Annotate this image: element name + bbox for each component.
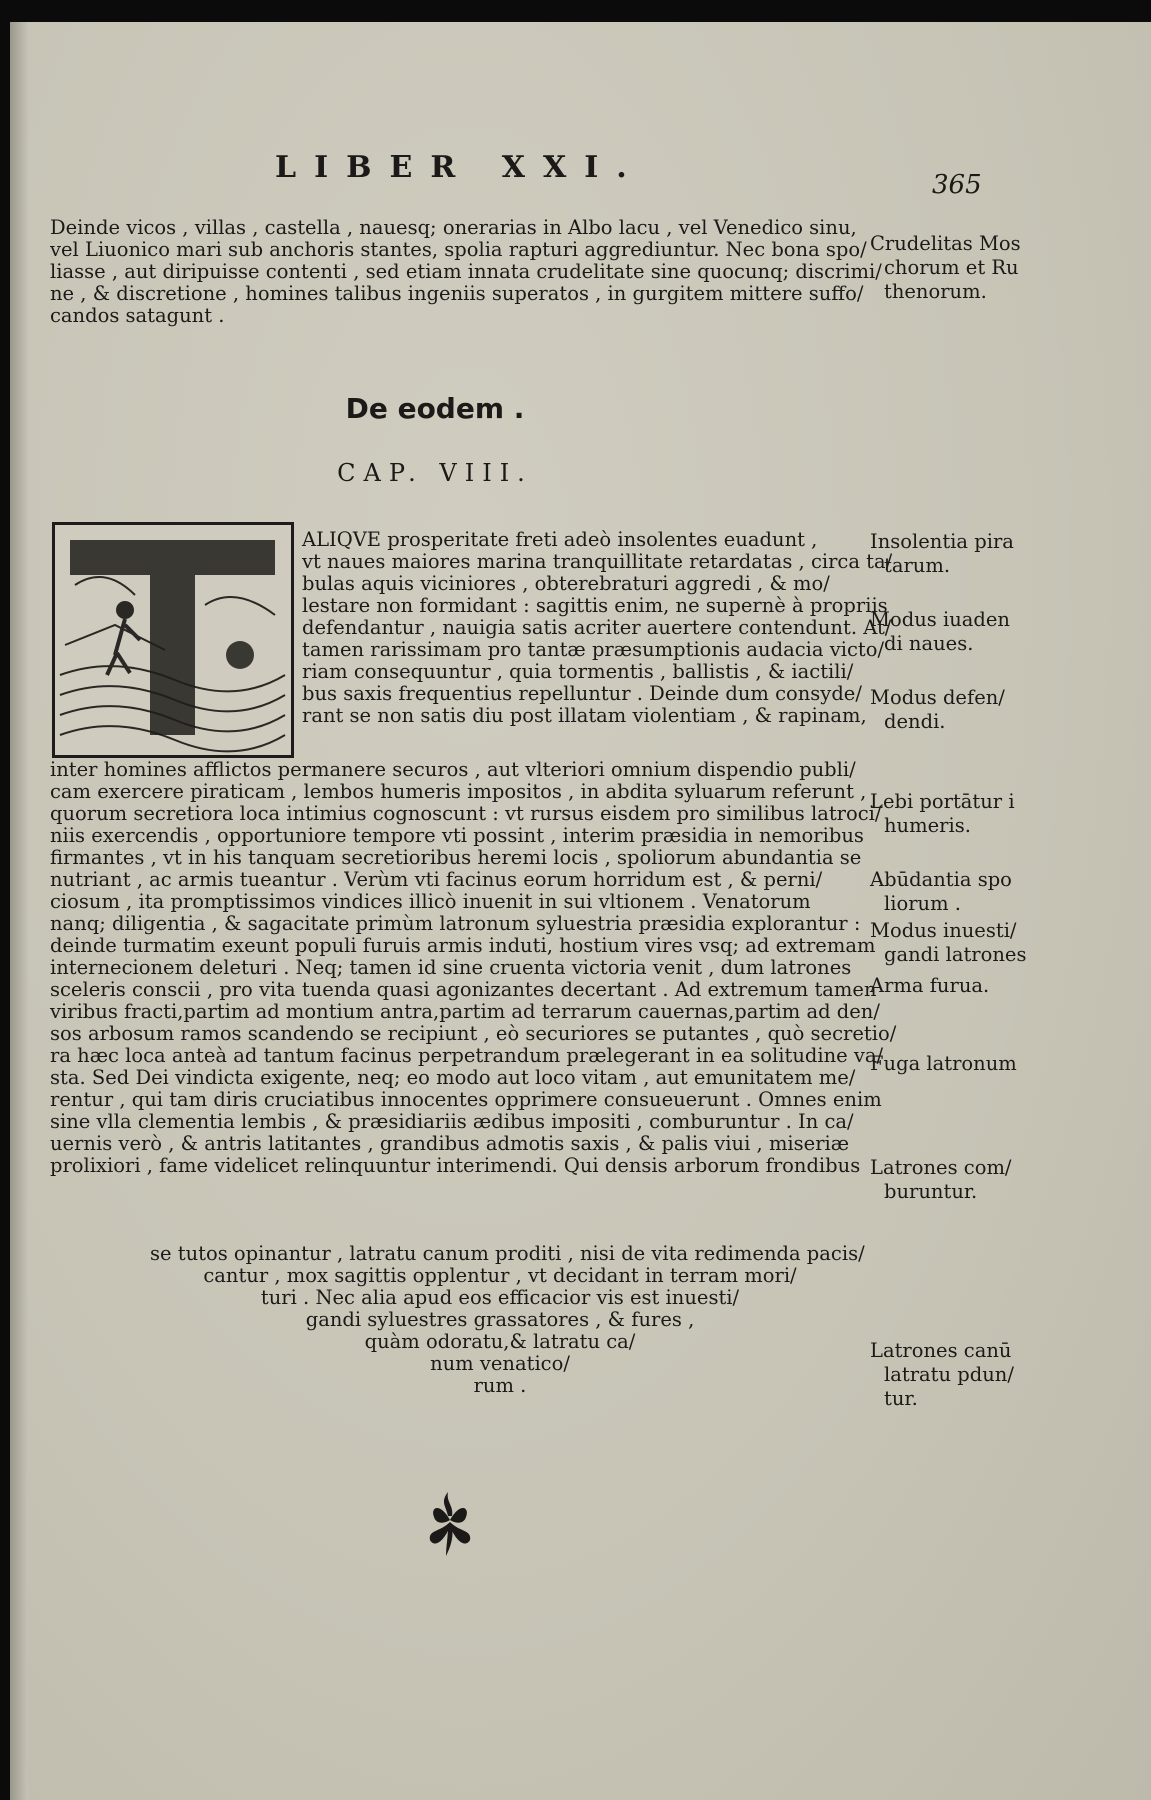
- note-line: humeris.: [884, 814, 971, 837]
- note-line: liorum .: [884, 892, 961, 915]
- note-line: Abūdantia spo: [870, 868, 1012, 891]
- text-line: sos arbosum ramos scandendo se recipiunt , eò securiores se putantes , quò secretio/: [50, 1022, 897, 1045]
- text-line: vt naues maiores marina tranquillitate retardatas , circa ta/: [302, 550, 893, 573]
- book-page: [10, 22, 1151, 1800]
- text-line: bus saxis frequentius repelluntur . Deinde dum consyde/: [302, 682, 862, 705]
- page-number: 365: [932, 170, 982, 200]
- text-line: se tutos opinantur , latratu canum proditi , nisi de vita redimenda pacis/: [150, 1242, 865, 1265]
- tapered-ending: [150, 1241, 865, 1397]
- text-line: niis exercendis , opportuniore tempore vti possint , interim præsidia in nemoribus: [50, 824, 864, 847]
- fleuron-ornament: [410, 1482, 490, 1562]
- text-line: Deinde vicos , villas , castella , nauesq; onerarias in Albo lacu , vel Venedico sinu,: [50, 216, 857, 239]
- margin-note: [870, 974, 989, 998]
- note-line: chorum et Ru: [884, 256, 1019, 279]
- note-line: Modus defen/: [870, 686, 1005, 709]
- text-line: sine vlla clementia lembis , & præsidiariis ædibus impositi , comburuntur . In ca/: [50, 1110, 854, 1133]
- section-heading: De eodem .: [345, 392, 525, 425]
- text-line: nutriant , ac armis tueantur . Verùm vti facinus eorum horridum est , & perni/: [50, 868, 823, 891]
- text-line: liasse , aut diripuisse contenti , sed etiam innata crudelitate sine quocunq; discrimi/: [50, 260, 882, 283]
- note-line: Latrones canū: [870, 1339, 1012, 1362]
- note-line: tarum.: [884, 554, 951, 577]
- text-line: lestare non formidant : sagittis enim, ne supernè à propriis: [302, 594, 888, 617]
- text-line: quàm odoratu,& latratu ca/: [364, 1330, 636, 1353]
- note-line: latratu pdun/: [884, 1363, 1014, 1386]
- text-line: riam consequuntur , quia tormentis , ballistis , & iactili/: [302, 660, 854, 683]
- margin-note: [870, 686, 1005, 734]
- column-text: [302, 527, 892, 725]
- text-line: ra hæc loca anteà ad tantum facinus perpetrandum prælegerant in ea solitudine va/: [50, 1044, 884, 1067]
- text-line: prolixiori , fame videlicet relinquuntur interimendi. Qui densis arborum frondibus: [50, 1154, 861, 1177]
- margin-note: [870, 868, 1012, 916]
- margin-note: [870, 608, 1010, 656]
- text-line: quorum secretiora loca intimius cognoscunt : vt rursus eisdem pro similibus latroci/: [50, 802, 882, 825]
- text-line: ALIQVE prosperitate freti adeò insolentes euadunt ,: [302, 528, 818, 551]
- margin-note: [870, 530, 1014, 578]
- text-line: internecionem deleturi . Neq; tamen id sine cruenta victoria venit , dum latrones: [50, 956, 852, 979]
- margin-note: [870, 1052, 1017, 1076]
- text-line: defendantur , nauigia satis acriter auertere contendunt. At/: [302, 616, 892, 639]
- text-line: deinde turmatim exeunt populi furuis armis induti, hostium vires vsq; ad extremam: [50, 934, 876, 957]
- text-line: cam exercere piraticam , lembos humeris impositos , in abdita syluarum referunt ,: [50, 780, 867, 803]
- note-line: Fuga latronum: [870, 1052, 1017, 1075]
- text-line: rentur , qui tam diris cruciatibus innocentes opprimere consueuerunt . Omnes enim: [50, 1088, 882, 1111]
- woodcut-initial: [52, 522, 294, 758]
- text-line: num venatico/: [430, 1352, 570, 1375]
- main-text: [50, 757, 896, 1175]
- text-line: vel Liuonico mari sub anchoris stantes, spolia rapturi aggrediuntur. Nec bona spo/: [50, 238, 867, 261]
- text-line: ciosum , ita promptissimos vindices illicò inuenit in sui vltionem . Venatorum: [50, 890, 811, 913]
- page-gutter: [10, 22, 28, 1800]
- text-line: viribus fracti,partim ad montium antra,partim ad terrarum cauernas,partim ad den/: [50, 1000, 880, 1023]
- running-head: LIBER XXI.: [275, 150, 645, 185]
- text-line: sta. Sed Dei vindicta exigente, neq; eo modo aut loco vitam , aut emunitatem me/: [50, 1066, 856, 1089]
- note-line: Modus iuaden: [870, 608, 1010, 631]
- note-line: Crudelitas Mos: [870, 232, 1021, 255]
- text-line: sceleris conscii , pro vita tuenda quasi agonizantes decertant . Ad extremum tamen: [50, 978, 877, 1001]
- text-line: tamen rarissimam pro tantæ præsumptionis audacia victo/: [302, 638, 885, 661]
- note-line: Latrones com/: [870, 1156, 1012, 1179]
- text-line: ne , & discretione , homines talibus ingeniis superatos , in gurgitem mittere suffo/: [50, 282, 864, 305]
- note-line: tur.: [884, 1387, 918, 1410]
- text-line: firmantes , vt in his tanquam secretioribus heremi locis , spoliorum abundantia se: [50, 846, 862, 869]
- note-line: Arma furua.: [870, 974, 990, 997]
- text-line: nanq; diligentia , & sagacitate primùm latronum syluestria præsidia explorantur :: [50, 912, 861, 935]
- margin-note: [870, 790, 1015, 838]
- text-line: inter homines afflictos permanere securos , aut vlteriori omnium dispendio publi/: [50, 758, 856, 781]
- text-line: rant se non satis diu post illatam violentiam , & rapinam,: [302, 704, 867, 727]
- text-line: candos satagunt .: [50, 304, 225, 327]
- chapter-heading: CAP. VIII.: [337, 459, 533, 487]
- note-line: gandi latrones: [884, 943, 1027, 966]
- note-line: Modus inuesti/: [870, 919, 1017, 942]
- note-line: dendi.: [884, 710, 946, 733]
- woodcut-initial-image: [55, 525, 291, 755]
- text-line: uernis verò , & antris latitantes , grandibus admotis saxis , & palis viui , miseriæ: [50, 1132, 850, 1155]
- margin-note: [870, 919, 1026, 967]
- margin-note: [870, 1156, 1012, 1204]
- margin-note: [870, 1339, 1014, 1411]
- note-line: thenorum.: [884, 280, 987, 303]
- note-line: Lebi portātur i: [870, 790, 1015, 813]
- note-line: Insolentia pira: [870, 530, 1014, 553]
- text-line: bulas aquis viciniores , obterebraturi aggredi , & mo/: [302, 572, 830, 595]
- note-line: buruntur.: [884, 1180, 978, 1203]
- text-line: rum .: [473, 1374, 527, 1397]
- margin-note: [870, 232, 1021, 304]
- paragraph-1: [50, 216, 882, 327]
- text-line: cantur , mox sagittis opplentur , vt decidant in terram mori/: [203, 1264, 797, 1287]
- text-line: gandi syluestres grassatores , & fures ,: [305, 1308, 695, 1331]
- note-line: di naues.: [884, 632, 974, 655]
- text-line: turi . Nec alia apud eos efficacior vis est inuesti/: [260, 1286, 740, 1309]
